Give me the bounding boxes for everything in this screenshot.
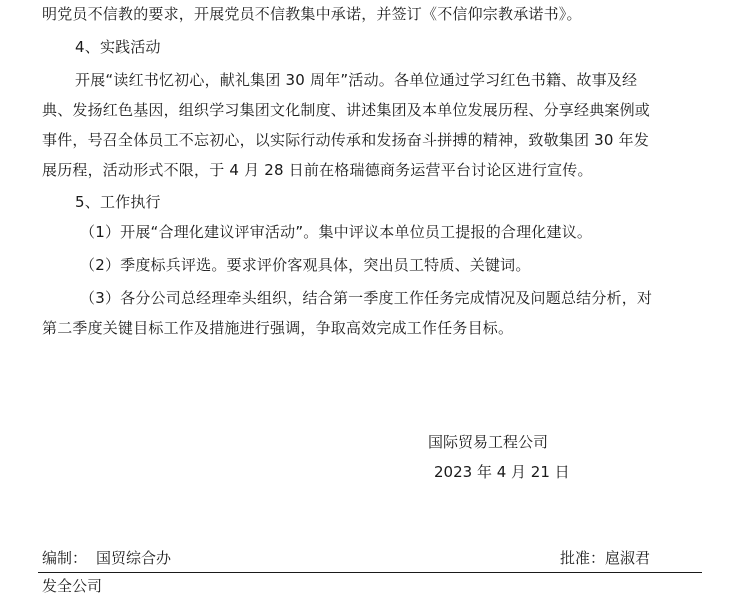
section-4-paragraph-line-4: 展历程，活动形式不限，于 4 月 28 日前在格瑞德商务运营平台讨论区进行宣传。 [42,161,593,179]
work-item-2: （2）季度标兵评选。要求评价客观具体，突出员工特质、关键词。 [80,256,531,274]
approver-label: 批准： [560,549,606,567]
body-line-top: 明党员不信教的要求，开展党员不信教集中承诺，并签订《不信仰宗教承诺书》。 [42,5,582,23]
section-4-paragraph-line-1: 开展“读红书忆初心，献礼集团 30 周年”活动。各单位通过学习红色书籍、故事及经 [75,71,638,89]
approver-value: 扈淑君 [605,549,651,567]
editor-label: 编制： [42,549,88,567]
work-item-1: （1）开展“合理化建议评审活动”。集中评议本单位员工提报的合理化建议。 [80,223,593,241]
section-4-paragraph-line-2: 典、发扬红色基因，组织学习集团文化制度、讲述集团及本单位发展历程、分享经典案例或 [42,101,651,119]
signature-date: 2023 年 4 月 21 日 [434,463,570,481]
section-4-paragraph-line-3: 事件，号召全体员工不忘初心，以实际行动传承和发扬奋斗拼搏的精神，致敬集团 30 年发 [42,131,650,149]
footer-divider [38,572,702,573]
section-4-heading: 4、实践活动 [75,38,161,56]
work-item-3-line-2: 第二季度关键目标工作及措施进行强调，争取高效完成工作任务目标。 [42,319,514,337]
section-5-heading: 5、工作执行 [75,193,161,211]
distribution-scope: 发全公司 [42,577,103,595]
editor-value: 国贸综合办 [96,549,172,567]
work-item-3-line-1: （3）各分公司总经理牵头组织，结合第一季度工作任务完成情况及问题总结分析，对 [80,289,653,307]
signature-company: 国际贸易工程公司 [428,433,549,451]
